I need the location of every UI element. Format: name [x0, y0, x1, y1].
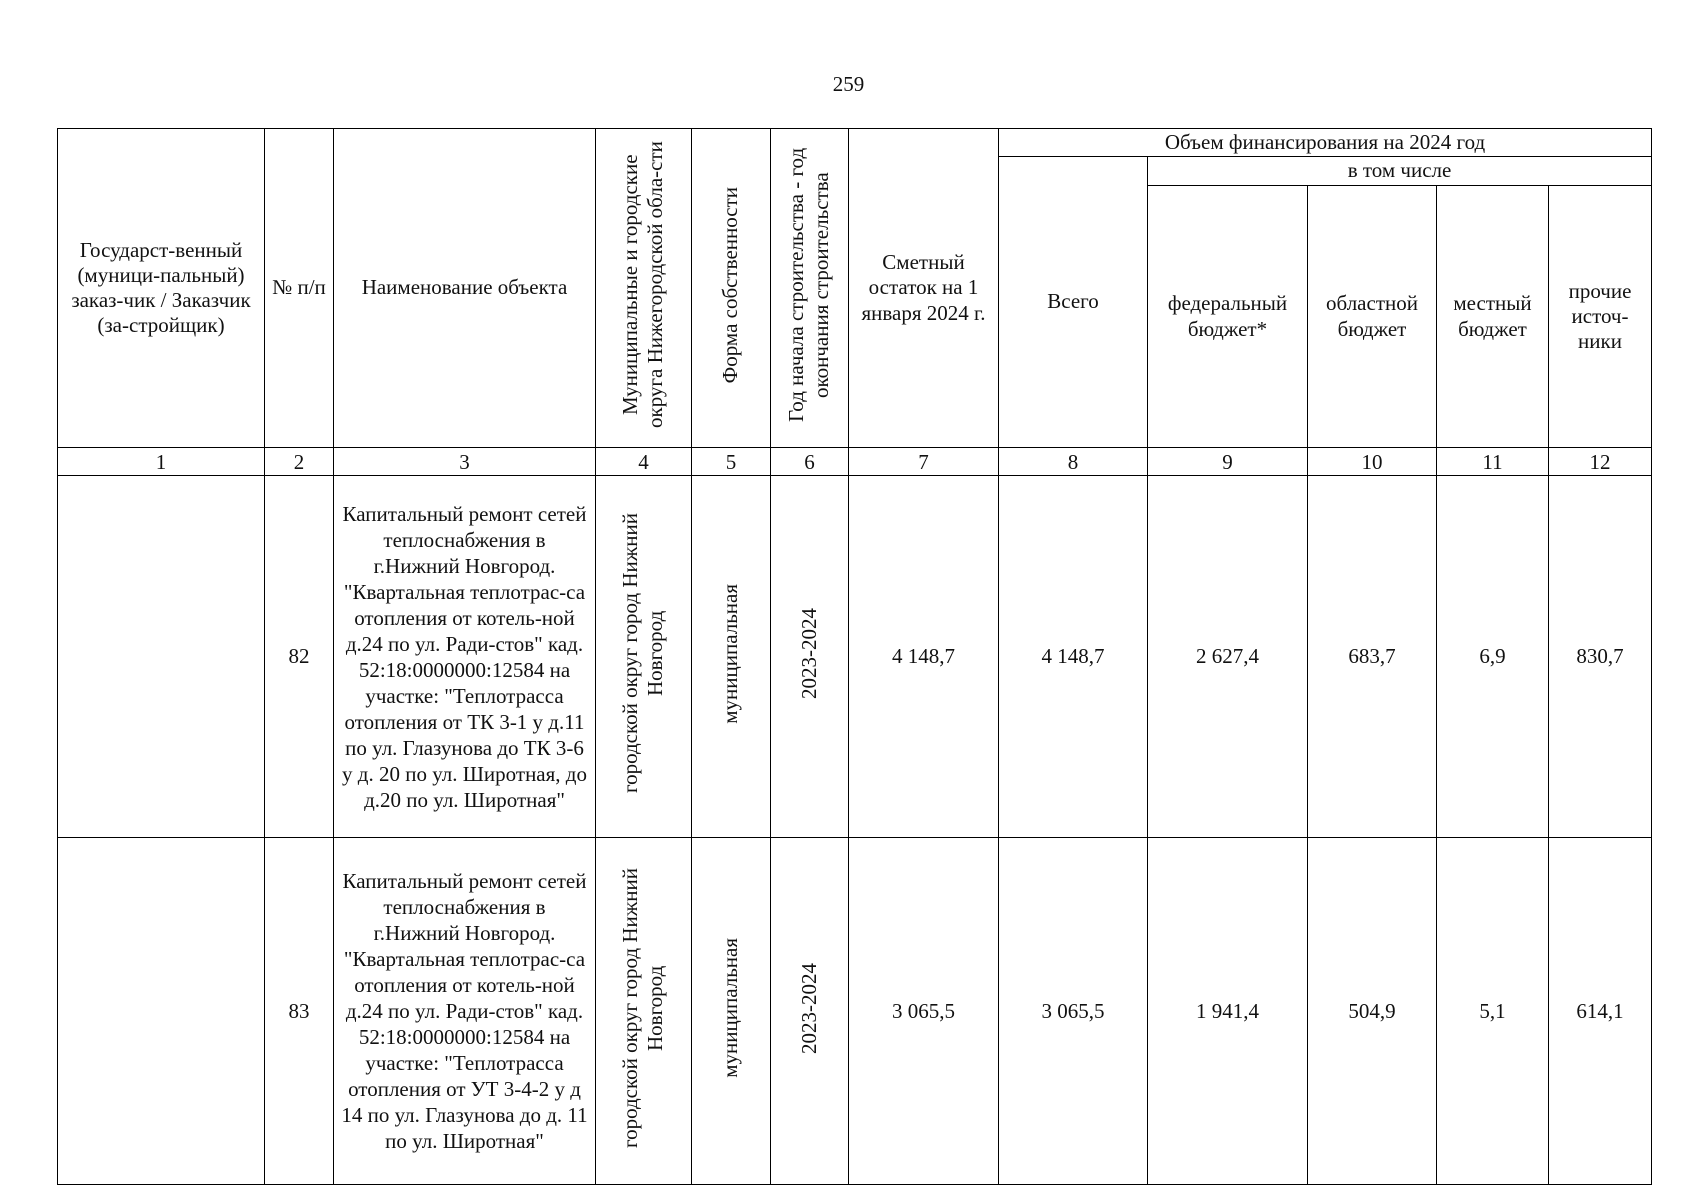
financing-table — [57, 128, 1652, 1185]
header-local: местный бюджет — [1437, 186, 1549, 448]
column-number: 3 — [334, 448, 596, 476]
row-ownership-cell — [692, 838, 771, 1185]
row-regional: 683,7 — [1308, 476, 1437, 838]
row-customer — [58, 476, 265, 838]
column-number: 12 — [1549, 448, 1652, 476]
row-years: 2023-2024 — [796, 607, 821, 699]
header-regional: областной бюджет — [1308, 186, 1437, 448]
header-including: в том числе — [1148, 157, 1652, 186]
row-local: 5,1 — [1437, 838, 1549, 1185]
column-number: 4 — [596, 448, 692, 476]
row-object-name: Капитальный ремонт сетей теплоснабжения в г.Нижний Новгород. "Квартальная теплотрас-са отопления от котель-ной д.24 по ул. Ради-стов" кад. 52:18:0000000:12584 на участке: "Теплотрасса отопления от ТК 3-1 у д.11 по ул. Глазунова до ТК 3-6 у д. 20 по ул. Широтная, до д.20 по ул. Широтная" — [334, 476, 596, 838]
header-funding-group: Объем финансирования на 2024 год — [999, 129, 1652, 157]
header-other: прочие источ-ники — [1549, 186, 1652, 448]
row-municipality: городской округ город Нижний Новгород — [618, 868, 668, 1148]
column-number: 9 — [1148, 448, 1308, 476]
row-years-cell — [771, 838, 849, 1185]
column-number: 2 — [265, 448, 334, 476]
column-numbers-row — [58, 448, 1652, 476]
row-federal: 1 941,4 — [1148, 838, 1308, 1185]
row-municipality-cell — [596, 838, 692, 1185]
row-other: 830,7 — [1549, 476, 1652, 838]
row-years-cell — [771, 476, 849, 838]
row-other: 614,1 — [1549, 838, 1652, 1185]
header-federal: федеральный бюджет* — [1148, 186, 1308, 448]
row-customer — [58, 838, 265, 1185]
column-number: 8 — [999, 448, 1148, 476]
header-number: № п/п — [265, 129, 334, 448]
header-total: Всего — [999, 157, 1148, 448]
row-municipality-cell — [596, 476, 692, 838]
header-customer: Государст-венный (муници-пальный) заказ-чик / Заказчик (за-стройщик) — [58, 129, 265, 448]
header-municipality: Муниципальные и городские округа Нижегородской обла-сти — [618, 141, 668, 429]
header-estimate-balance: Сметный остаток на 1 января 2024 г. — [849, 129, 999, 448]
column-number: 7 — [849, 448, 999, 476]
row-total: 3 065,5 — [999, 838, 1148, 1185]
row-ownership: муниципальная — [718, 938, 743, 1078]
column-number: 6 — [771, 448, 849, 476]
table-row — [58, 476, 1652, 838]
column-number: 10 — [1308, 448, 1437, 476]
row-number: 82 — [265, 476, 334, 838]
row-federal: 2 627,4 — [1148, 476, 1308, 838]
page-number: 259 — [832, 72, 865, 96]
row-object-name: Капитальный ремонт сетей теплоснабжения в г.Нижний Новгород. "Квартальная теплотрас-са отопления от котель-ной д.24 по ул. Ради-стов" кад. 52:18:0000000:12584 на участке: "Теплотрасса отопления от УТ 3-4-2 у д 14 по ул. Глазунова до д. 11 по ул. Широтная" — [334, 838, 596, 1185]
column-number: 1 — [58, 448, 265, 476]
header-row-1 — [58, 129, 1652, 157]
column-number: 5 — [692, 448, 771, 476]
row-ownership-cell — [692, 476, 771, 838]
row-total: 4 148,7 — [999, 476, 1148, 838]
row-estimate-balance: 3 065,5 — [849, 838, 999, 1185]
header-years: Год начала строительства - год окончания строительства — [784, 147, 834, 422]
header-ownership: Форма собственности — [718, 186, 743, 384]
row-municipality: городской округ город Нижний Новгород — [618, 513, 668, 794]
row-years: 2023-2024 — [796, 962, 821, 1054]
table-row — [58, 838, 1652, 1185]
row-ownership: муниципальная — [718, 583, 743, 724]
row-regional: 504,9 — [1308, 838, 1437, 1185]
column-number: 11 — [1437, 448, 1549, 476]
header-municipality-cell — [596, 129, 692, 448]
row-estimate-balance: 4 148,7 — [849, 476, 999, 838]
row-local: 6,9 — [1437, 476, 1549, 838]
header-object-name: Наименование объекта — [334, 129, 596, 448]
header-ownership-cell — [692, 129, 771, 448]
header-years-cell — [771, 129, 849, 448]
row-number: 83 — [265, 838, 334, 1185]
